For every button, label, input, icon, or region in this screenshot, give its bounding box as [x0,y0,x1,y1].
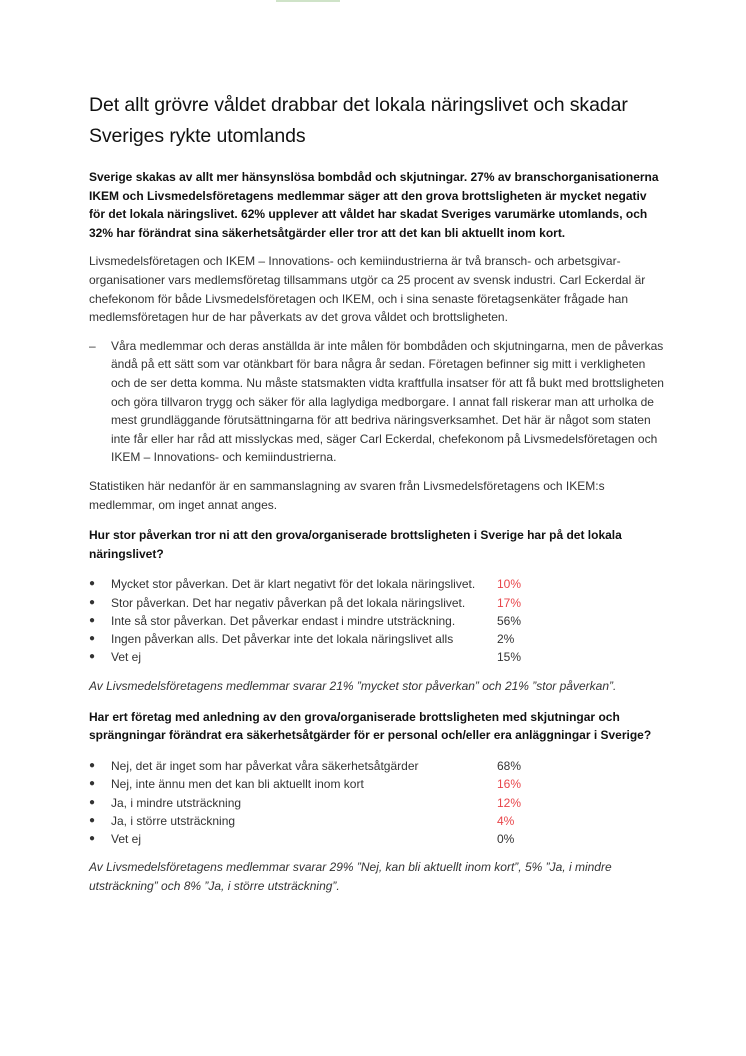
bullet-icon: ● [89,614,96,626]
answer-label: Mycket stor påverkan. Det är klart negativt för det lokala näringslivet. [111,577,476,592]
answer-value: 10% [497,577,522,592]
answer-label: Ingen påverkan alls. Det påverkar inte det lokala näringslivet alls [111,632,454,647]
answer-value: 4% [497,813,515,828]
bullet-icon: ● [89,578,96,590]
note-1: Av Livsmedelsföretagens medlemmar svarar 21% ”mycket stor påverkan” och 21% ”stor påverkan”. [89,678,617,693]
quote-block [89,337,664,467]
list-item [89,594,664,612]
bullet-icon: ● [89,759,96,771]
bullet-icon: ● [89,796,96,808]
page-title: Det allt grövre våldet drabbar det lokala näringslivet och skadar Sveriges rykte utomlands [89,94,628,147]
answer-label: Vet ej [111,832,142,847]
answer-label: Ja, i mindre utsträckning [111,795,242,810]
question-1: Hur stor påverkan tror ni att den grova/organiserade brottsligheten i Sverige har på det lokala näringslivet? [89,528,622,561]
answer-label: Ja, i större utsträckning [111,813,236,828]
answer-label: Nej, inte ännu men det kan bli aktuellt inom kort [111,777,364,792]
answer-label: Inte så stor påverkan. Det påverkar endast i mindre utsträckning. [111,613,456,628]
answer-label: Nej, det är inget som har påverkat våra säkerhetsåtgärder [111,758,419,773]
quote-text: Våra medlemmar och deras anställda är inte målen för bombdåden och skjutningarna, men de påverkas ändå på ett sätt som var otänkbart för bara några år sedan. Företagen befinner sig mitt i verkligheten och de ser detta komma. Nu måste statsmakten vidta kraftfulla insatser för att få bukt med brottsligheten och göra tillvaron trygg och säker för alla laglydiga medborgare. I annat fall riskerar man att urholka de mest grundläggande förutsättningarna för att bedriva näringsverksamhet. Det här är något som staten inte får eller har råd att misslyckas med, säger Carl Eckerdal, chefekonom på Livsmedelsföretagen och IKEM – Innovations- och kemiindustrierna. [111,338,664,465]
answer-value: 68% [497,758,522,773]
header-decoration [276,0,340,2]
answer-value: 16% [497,777,522,792]
list-item [89,575,664,593]
bullet-icon: ● [89,633,96,645]
bullet-icon: ● [89,651,96,663]
stats-intro: Statistiken här nedanför är en sammanslagning av svaren från Livsmedelsföretagens och IKEM:s medlemmar, om inget annat anges. [89,478,605,512]
bullet-icon: ● [89,833,96,845]
press-release [89,90,664,896]
intro-paragraph: Livsmedelsföretagen och IKEM – Innovations- och kemiindustrierna är två bransch- och arbetsgivar-organisationer vars medlemsföretag tillsammans utgör ca 25 procent av svensk industri. Carl Eckerdal är chefekonom för både Livsmedelsföretagen och IKEM, och i sina senaste företagsenkäter frågade han medlemsföretagen hur de har påverkats av det grova våldet och brottsligheten. [89,254,646,325]
answer-value: 2% [497,632,515,647]
list-item [89,612,664,630]
answer-value: 17% [497,595,522,610]
list-item [89,812,664,830]
list-item [89,630,664,648]
list-item [89,830,664,848]
answer-value: 15% [497,650,522,665]
answer-value: 12% [497,795,522,810]
answer-value: 56% [497,613,522,628]
list-item [89,757,664,775]
answer-label: Vet ej [111,650,142,665]
bullet-icon: ● [89,596,96,608]
list-item [89,794,664,812]
answer-value: 0% [497,832,515,847]
answer-label: Stor påverkan. Det har negativ påverkan på det lokala näringslivet. [111,595,466,610]
bullet-icon: ● [89,814,96,826]
answer-list-2 [89,757,664,848]
question-2: Har ert företag med anledning av den grova/organiserade brottsligheten med skjutningar och sprängningar förändrat era säkerhetsåtgärder för er personal och/eller era anläggningar i Sverige? [89,709,652,743]
lead-paragraph: Sverige skakas av allt mer hänsynslösa bombdåd och skjutningar. 27% av branschorganisationerna IKEM och Livsmedelsföretagens medlemmar säger att den grova brottsligheten är mycket negativ för det lokala näringslivet. 62% upplever att våldet har skadat Sveriges varumärke utomlands, och 32% har förändrat sina säkerhetsåtgärder eller tror att det kan bli aktuellt inom kort. [89,170,659,240]
answer-list-1 [89,575,664,666]
quote-dash: – [89,338,96,353]
list-item [89,775,664,793]
bullet-icon: ● [89,778,96,790]
list-item [89,648,664,666]
note-2: Av Livsmedelsföretagens medlemmar svarar 29% ”Nej, kan bli aktuellt inom kort”, 5% ”Ja, i mindre utsträckning” och 8% ”Ja, i större utsträckning”. [89,860,612,894]
